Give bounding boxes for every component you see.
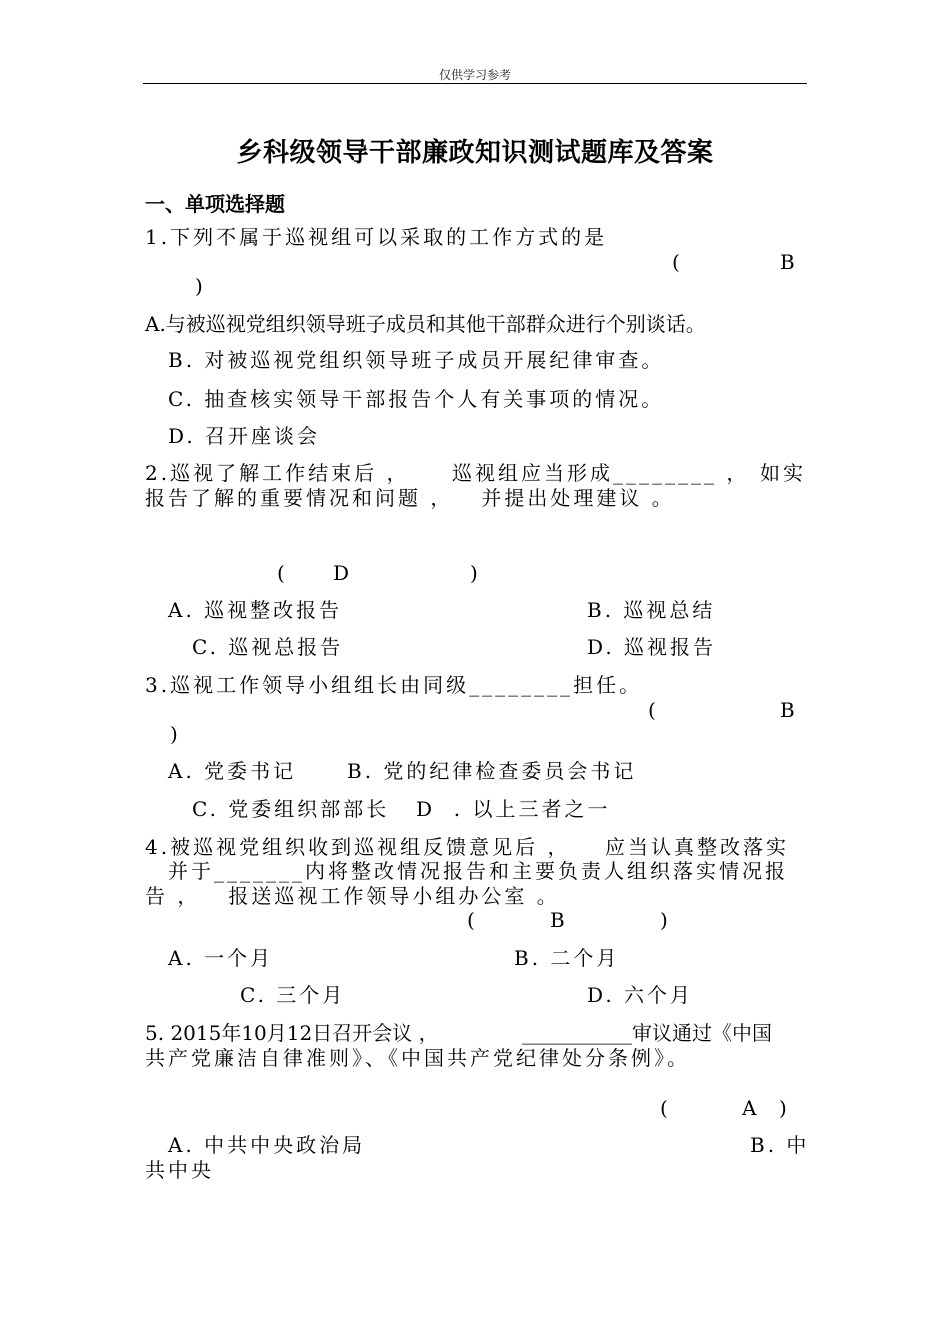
q4-line2: 并于_______内将整改情况报告和主要负责人组织落实情况报 <box>168 859 788 883</box>
q2-line2: 报告了解的重要情况和问题 ， 并提出处理建议 。 <box>145 486 675 510</box>
q2-line1-b: 巡视组应当形成________ ， <box>452 461 750 485</box>
q2-line1-a: 2.巡视了解工作结束后 ， <box>145 461 410 485</box>
q3-answer: B <box>780 698 795 722</box>
q2-option-c: C. 巡视总报告 <box>192 635 344 659</box>
q4-option-d: D. 六个月 <box>587 983 694 1007</box>
q3-paren-open: ( <box>648 698 656 722</box>
q3-option-a: A. 党委书记 <box>168 759 297 783</box>
q3-option-b: B. 党的纪律检查委员会书记 <box>347 759 637 783</box>
q2-answer: D <box>333 561 350 585</box>
q2-option-b: B. 巡视总结 <box>587 598 716 622</box>
q1-option-b: B. 对被巡视党组织领导班子成员开展纪律审查。 <box>168 348 665 372</box>
q5-answer: A <box>742 1096 757 1120</box>
q4-line1-b: 应当认真整改落实 <box>605 835 789 859</box>
q2-paren-open: ( <box>277 561 285 585</box>
q5-option-b-part1: B. 中 <box>750 1133 810 1157</box>
q1-paren-close: ) <box>195 274 203 298</box>
q1-stem: 1.下列不属于巡视组可以采取的工作方式的是 <box>145 225 608 249</box>
q5-option-b-part2: 共中央 <box>145 1158 214 1182</box>
q2-paren-close: ) <box>470 561 478 585</box>
q5-option-a: A. 中共中央政治局 <box>168 1133 366 1157</box>
q5-line1-b: ___________审议通过《中国 <box>522 1021 772 1045</box>
page-header: 仅供学习参考 <box>438 68 511 82</box>
q5-line1-a: 5. 2015年10月12日召开会议 ， <box>145 1021 439 1045</box>
q5-paren-open: ( <box>660 1096 668 1120</box>
q3-stem: 3.巡视工作领导小组组长由同级________担任。 <box>145 673 643 697</box>
q2-line1-c: 如实 <box>760 461 806 485</box>
q4-answer: B <box>550 908 565 932</box>
q2-option-d: D. 巡视报告 <box>587 635 717 659</box>
q1-option-d: D. 召开座谈会 <box>168 424 321 448</box>
q4-paren-open: ( <box>467 908 475 932</box>
q1-option-c: C. 抽查核实领导干部报告个人有关事项的情况。 <box>168 387 665 411</box>
q2-option-a: A. 巡视整改报告 <box>168 598 343 622</box>
header-rule <box>143 83 807 84</box>
q4-line1-a: 4.被巡视党组织收到巡视组反馈意见后 ， <box>145 835 571 859</box>
q3-option-d: D . 以上三者之一 <box>416 797 611 821</box>
q1-paren-open: ( <box>672 250 680 274</box>
section-heading: 一、单项选择题 <box>145 192 285 216</box>
q5-line2: 共产党廉洁自律准则》、《中国共产党纪律处分条例》。 <box>145 1046 690 1070</box>
document-title: 乡科级领导干部廉政知识测试题库及答案 <box>236 138 714 168</box>
q5-paren-close: ) <box>779 1096 787 1120</box>
q4-line3: 告 ， 报送巡视工作领导小组办公室 。 <box>145 884 560 908</box>
q4-option-b: B. 二个月 <box>514 946 620 970</box>
q3-paren-close: ) <box>170 722 178 746</box>
q4-paren-close: ) <box>660 908 668 932</box>
q4-option-a: A. 一个月 <box>168 946 274 970</box>
q1-answer: B <box>780 250 795 274</box>
q1-option-a: A.与被巡视党组织领导班子成员和其他干部群众进行个别谈话。 <box>145 312 706 336</box>
q4-option-c: C. 三个月 <box>240 983 346 1007</box>
q3-option-c: C. 党委组织部部长 <box>192 797 390 821</box>
